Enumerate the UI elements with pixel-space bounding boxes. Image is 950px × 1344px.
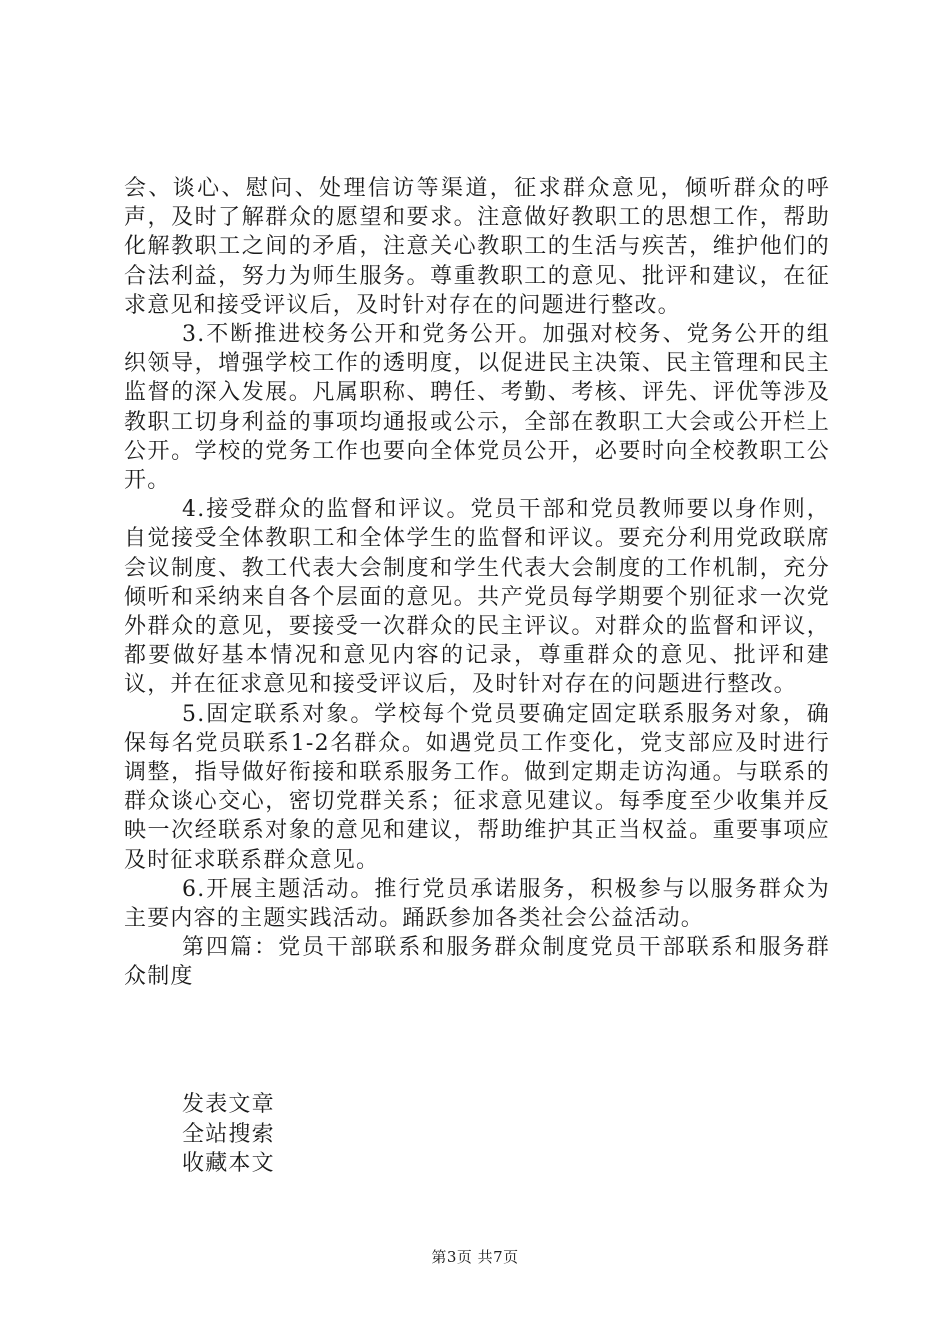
- site-search-link[interactable]: 全站搜索: [182, 1121, 275, 1147]
- paragraph-item-3: 3.不断推进校务公开和党务公开。加强对校务、党务公开的组织领导，增强学校工作的透明度，以促进民主决策、民主管理和民主监督的深入发展。凡属职称、聘任、考勤、考核、评先、评优等涉及教职工切身利益的事项均通报或公示，全部在教职工大会或公开栏上公开。学校的党务工作也要向全体党员公开，必要时向全校教职工公开。: [124, 322, 830, 494]
- publish-article-link[interactable]: 发表文章: [182, 1092, 275, 1117]
- section-heading-part-4: 第四篇：党员干部联系和服务群众制度党员干部联系和服务群众制度: [124, 935, 830, 990]
- paragraph-item-5: 5.固定联系对象。学校每个党员要确定固定联系服务对象，确保每名党员联系1-2名群众。如遇党员工作变化，党支部应及时进行调整，指导做好衔接和联系服务工作。做到定期走访沟通。与联系的群众谈心交心，密切党群关系；征求意见建议。每季度至少收集并反映一次经联系对象的意见和建议，帮助维护其正当权益。重要事项应及时征求联系群众意见。: [124, 701, 830, 873]
- bookmark-article-link[interactable]: 收藏本文: [182, 1151, 275, 1176]
- action-links: [182, 1090, 275, 1179]
- document-body: [124, 174, 830, 992]
- paragraph-continuation: 会、谈心、慰问、处理信访等渠道，征求群众意见，倾听群众的呼声，及时了解群众的愿望和要求。注意做好教职工的思想工作，帮助化解教职工之间的矛盾，注意关心教职工的生活与疾苦，维护他们的合法利益，努力为师生服务。尊重教职工的意见、批评和建议，在征求意见和接受评议后，及时针对存在的问题进行整改。: [124, 176, 830, 318]
- page-number-footer: 第3页 共7页: [431, 1248, 519, 1266]
- paragraph-item-6: 6.开展主题活动。推行党员承诺服务，积极参与以服务群众为主要内容的主题实践活动。踊跃参加各类社会公益活动。: [124, 876, 830, 932]
- paragraph-item-4: 4.接受群众的监督和评议。党员干部和党员教师要以身作则，自觉接受全体教职工和全体学生的监督和评议。要充分利用党政联席会议制度、教工代表大会制度和学生代表大会制度的工作机制，充分倾听和采纳来自各个层面的意见。共产党员每学期要个别征求一次党外群众的意见，要接受一次群众的民主评议。对群众的监督和评议，都要做好基本情况和意见内容的记录，尊重群众的意见、批评和建议，并在征求意见和接受评议后，及时针对存在的问题进行整改。: [124, 497, 830, 698]
